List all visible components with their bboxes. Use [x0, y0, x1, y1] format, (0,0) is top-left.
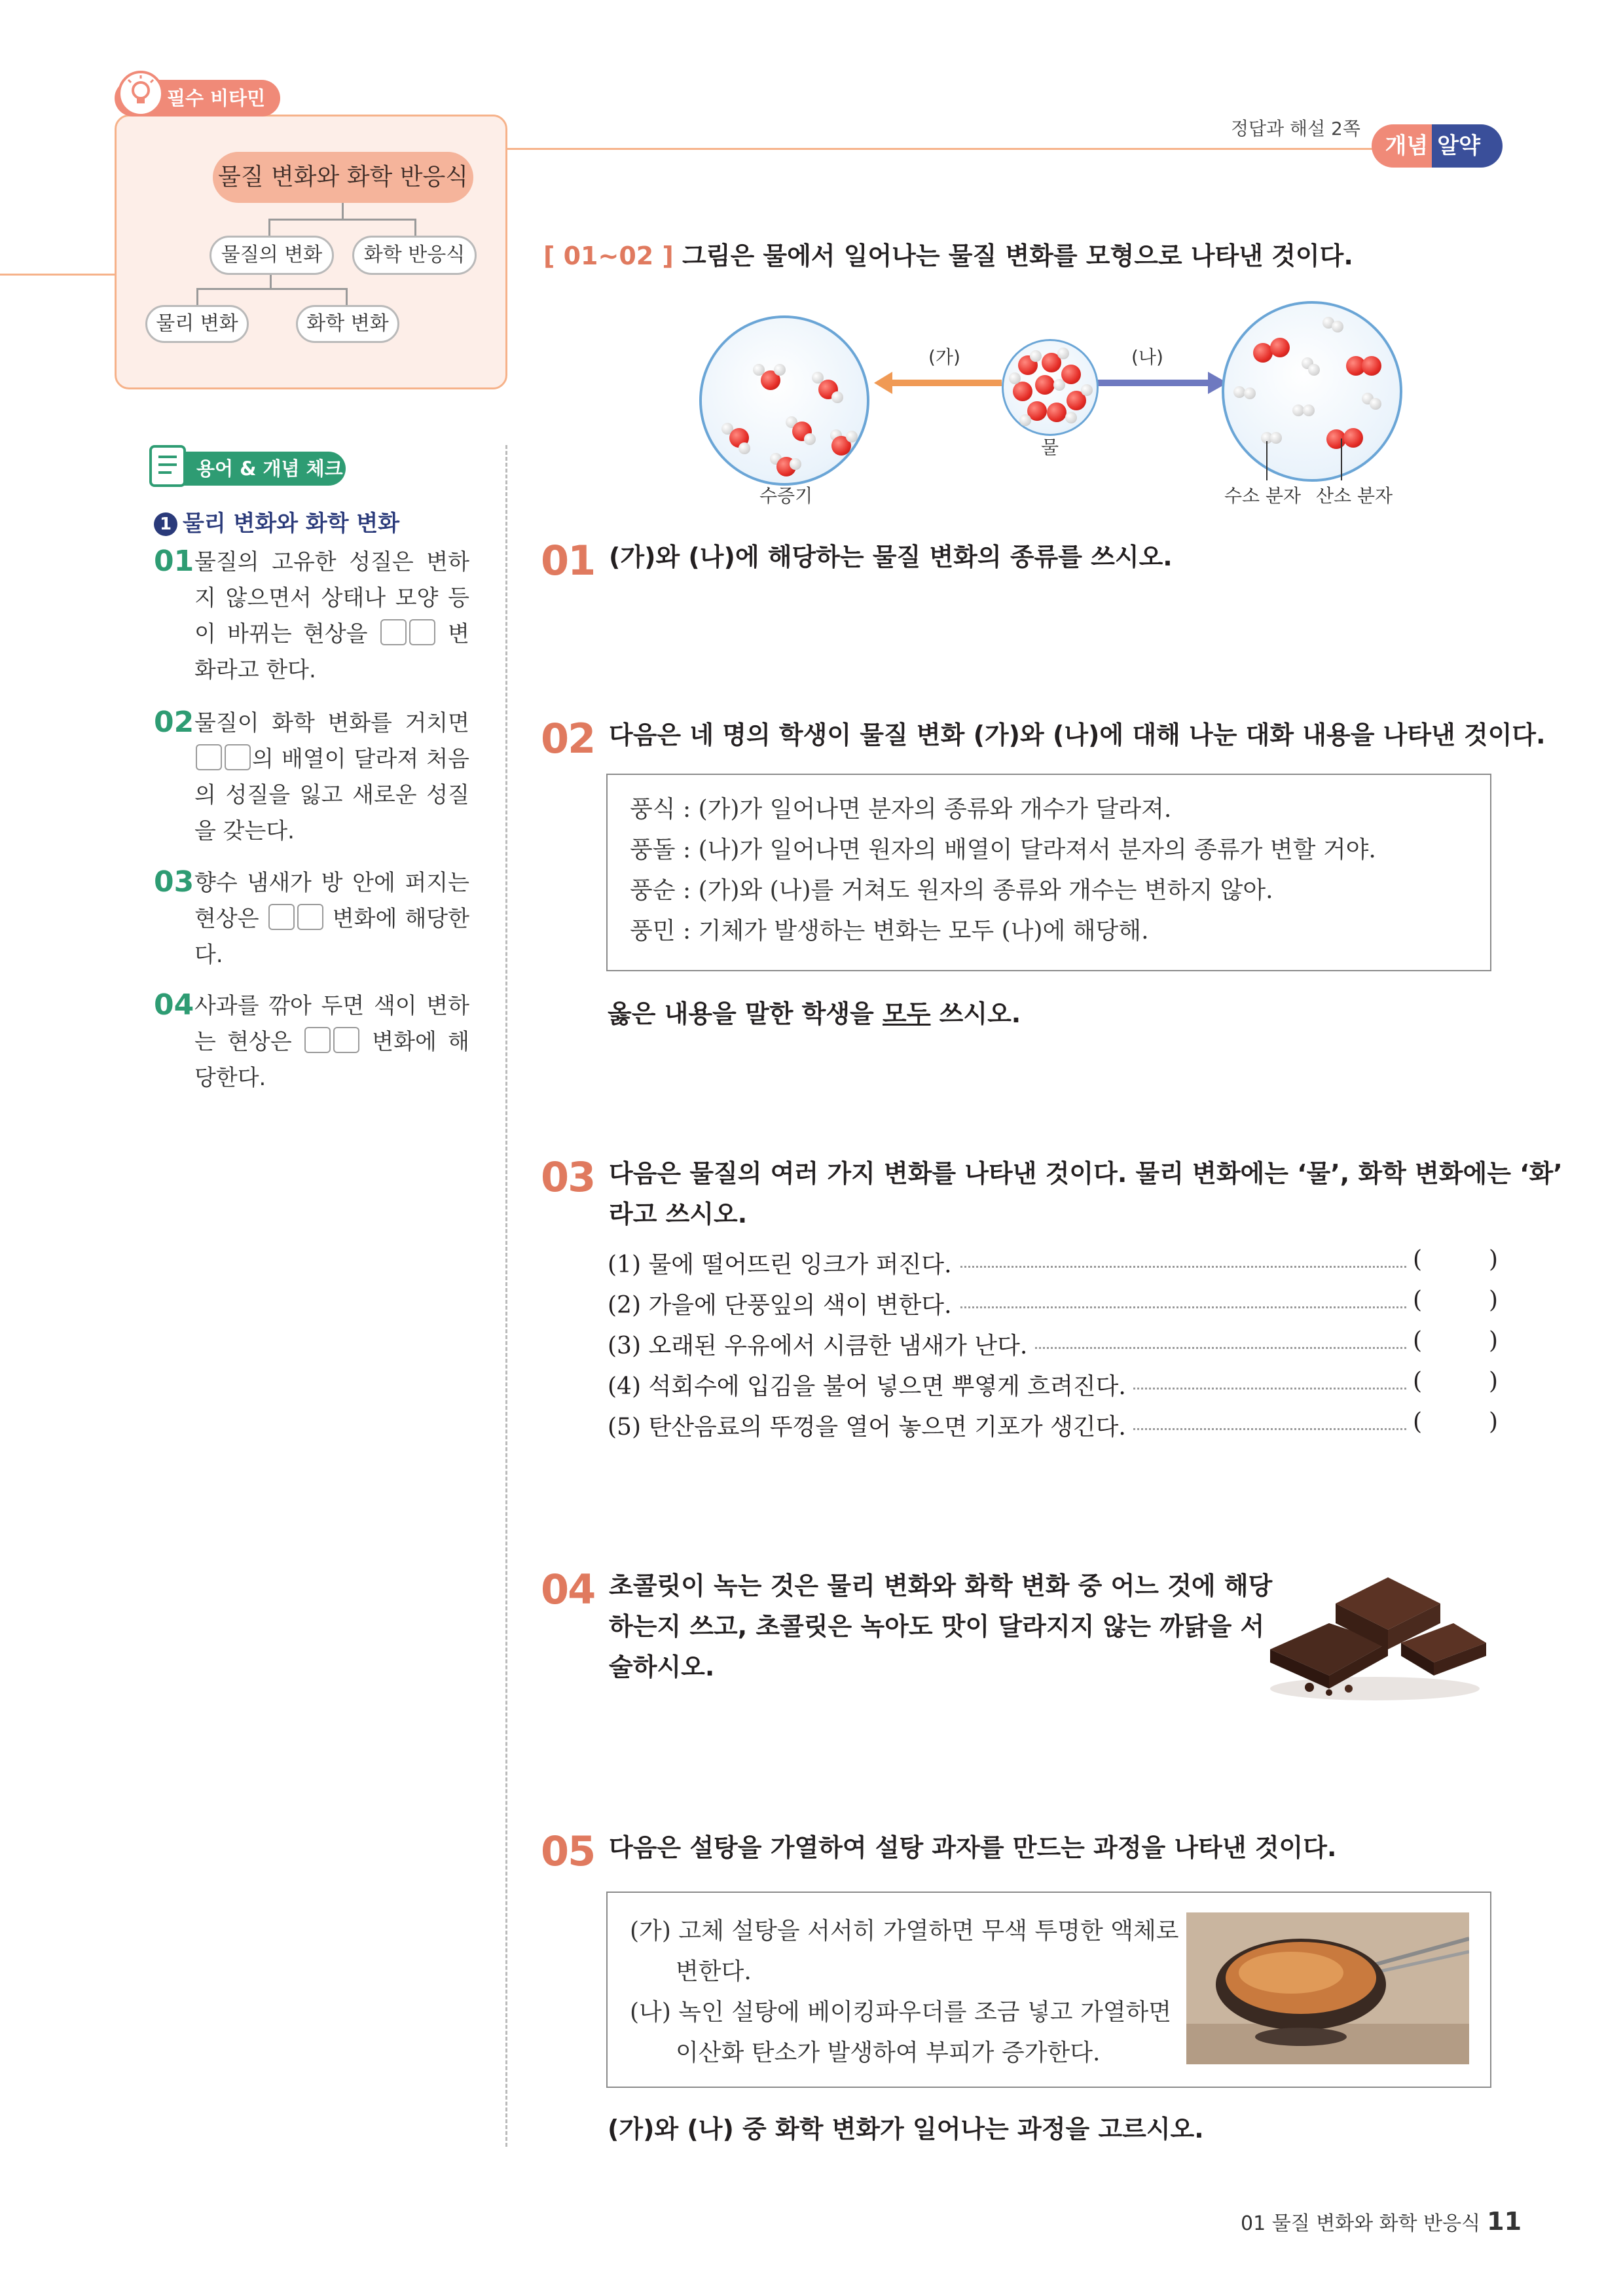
question-text: 라고 쓰시오.	[609, 1200, 748, 1229]
question-text: 다음은 물질의 여러 가지 변화를 나타낸 것이다. 물리 변화에는 ‘물’, 화학 변화에는 ‘화’	[609, 1159, 1563, 1188]
concept-chemical-change: 화학 변화	[296, 305, 399, 343]
water-label: 물	[1041, 437, 1059, 458]
option-row	[608, 1403, 1498, 1444]
sugar-candy-photo	[1186, 1912, 1469, 2064]
header-rule	[507, 148, 1388, 150]
question-number: 03	[541, 1153, 595, 1201]
question-number: 05	[541, 1827, 595, 1875]
question-number: 02	[541, 715, 595, 762]
header-rule-left	[0, 274, 115, 276]
concept-physical-change: 물리 변화	[145, 305, 249, 343]
connector	[342, 203, 344, 220]
answer-blank[interactable]	[333, 1027, 359, 1053]
check-item-number: 01	[154, 545, 194, 578]
dialogue-line: 풍식 : (가)가 일어나면 분자의 종류와 개수가 달라져.	[630, 796, 1172, 823]
check-item-text: 물질의 고유한 성질은 변하지 않으면서 상태나 모양 등이 바뀌는 현상을 변화라고 한다.	[194, 549, 469, 683]
vitamin-tag: 필수 비타민	[115, 80, 280, 117]
check-item-number: 02	[154, 706, 194, 739]
vapor-circle	[699, 315, 869, 486]
option-row	[608, 1363, 1498, 1403]
pointer-line	[1266, 441, 1267, 480]
page-number: 11	[1487, 2207, 1522, 2236]
question-text: (가)와 (나)에 해당하는 물질 변화의 종류를 쓰시오.	[609, 543, 1173, 571]
check-item-text: 물질이 화학 변화를 거치면 의 배열이 달라져 처음의 성질을 잃고 새로운 성질을 갖는다.	[194, 710, 469, 844]
answer-blank[interactable]	[297, 904, 323, 930]
option-text: (2) 가을에 단풍잎의 색이 변한다.	[608, 1287, 958, 1320]
check-item-text: 사과를 깎아 두면 색이 변하는 현상은 변화에 해당한다.	[194, 993, 469, 1091]
answer-blank[interactable]	[268, 904, 295, 930]
question-number: 01	[541, 537, 595, 584]
connector	[196, 288, 198, 306]
option-row	[608, 1322, 1498, 1363]
arrow-right-label: (나)	[1131, 346, 1163, 368]
connector	[270, 275, 272, 289]
answer-blank[interactable]	[409, 619, 435, 645]
dialogue-line: 풍순 : (가)와 (나)를 거쳐도 원자의 종류와 개수는 변하지 않아.	[630, 877, 1273, 904]
section-heading	[154, 505, 399, 537]
connector	[268, 219, 416, 221]
section-title: 물리 변화와 화학 변화	[183, 511, 400, 537]
question-prompt: (가)와 (나) 중 화학 변화가 일어나는 과정을 고르시오.	[608, 2115, 1204, 2144]
answer-paren[interactable]: ( )	[1413, 1408, 1498, 1435]
option-row	[608, 1282, 1498, 1322]
arrow-left-label: (가)	[928, 346, 960, 368]
concept-root: 물질 변화와 화학 반응식	[213, 152, 473, 203]
page-footer	[1241, 2207, 1522, 2236]
option-row	[608, 1241, 1498, 1282]
process-step: (가) 고체 설탕을 서서히 가열하면 무색 투명한 액체로	[630, 1918, 1179, 1945]
answer-blank[interactable]	[304, 1027, 331, 1053]
answer-paren[interactable]: ( )	[1413, 1287, 1498, 1314]
connector	[346, 288, 348, 306]
process-step: 변한다.	[676, 1958, 752, 1985]
question-text: 다음은 설탕을 가열하여 설탕 과자를 만드는 과정을 나타낸 것이다.	[609, 1833, 1337, 1862]
concept-chemical-equation: 화학 반응식	[352, 236, 477, 275]
process-box	[606, 1892, 1491, 2088]
dialogue-box	[606, 774, 1491, 971]
check-item-number: 04	[154, 988, 194, 1022]
check-item-number: 03	[154, 865, 194, 899]
question-text: 술하시오.	[609, 1653, 715, 1681]
dialogue-line: 풍돌 : (나)가 일어나면 원자의 배열이 달라져서 분자의 종류가 변할 거야.	[630, 836, 1376, 863]
dialogue-line: 풍민 : 기체가 발생하는 변화는 모두 (나)에 해당해.	[630, 918, 1149, 944]
hydrogen-label: 수소 분자	[1224, 485, 1302, 507]
concept-physical-change-parent: 물질의 변화	[210, 236, 334, 275]
water-circle	[1002, 339, 1099, 436]
connector	[414, 219, 416, 237]
term-check-tag: 용어 & 개념 체크	[149, 452, 346, 486]
arrow-left-icon	[874, 372, 892, 394]
sidebar-divider	[505, 445, 507, 2147]
question-range-header	[543, 236, 1353, 272]
pointer-line	[1341, 439, 1342, 480]
answer-reference: 정답과 해설 2쪽	[1231, 118, 1360, 139]
option-text: (4) 석회수에 입김을 불어 넣으면 뿌옇게 흐려진다.	[608, 1368, 1133, 1401]
gas-circle	[1222, 301, 1402, 482]
oxygen-label: 산소 분자	[1316, 485, 1393, 507]
connector	[268, 219, 270, 237]
question-range-tag: [ 01~02 ]	[543, 242, 674, 270]
answer-blank[interactable]	[380, 619, 407, 645]
vapor-label: 수증기	[759, 485, 813, 507]
question-text: 초콜릿이 녹는 것은 물리 변화와 화학 변화 중 어느 것에 해당	[609, 1571, 1273, 1600]
section-number: 1	[154, 512, 177, 536]
process-step: (나) 녹인 설탕에 베이킹파우더를 조금 넣고 가열하면	[630, 1999, 1172, 2026]
answer-paren[interactable]: ( )	[1413, 1246, 1498, 1273]
badge-right: 알약	[1432, 124, 1503, 168]
option-text: (3) 오래된 우유에서 시큼한 냄새가 난다.	[608, 1327, 1034, 1361]
check-item-text: 향수 냄새가 방 안에 퍼지는 현상은 변화에 해당한다.	[194, 870, 469, 968]
option-text: (5) 탄산음료의 뚜껑을 열어 놓으면 기포가 생긴다.	[608, 1408, 1133, 1442]
chapter-title: 01 물질 변화와 화학 반응식	[1241, 2212, 1481, 2235]
question-number: 04	[541, 1566, 595, 1613]
lightbulb-icon	[118, 71, 164, 117]
checklist-icon	[149, 445, 186, 487]
option-text: (1) 물에 떨어뜨린 잉크가 퍼진다.	[608, 1246, 958, 1280]
concept-pill-badge	[1372, 124, 1503, 168]
answer-blank[interactable]	[196, 744, 222, 770]
chocolate-image	[1257, 1564, 1493, 1708]
answer-blank[interactable]	[225, 744, 251, 770]
question-text: 다음은 네 명의 학생이 물질 변화 (가)와 (나)에 대해 나눈 대화 내용을 나타낸 것이다.	[609, 721, 1546, 749]
question-range-text: 그림은 물에서 일어나는 물질 변화를 모형으로 나타낸 것이다.	[682, 242, 1353, 270]
question-prompt: 옳은 내용을 말한 학생을 모두 쓰시오.	[608, 999, 1021, 1028]
question-text: 하는지 쓰고, 초콜릿은 녹아도 맛이 달라지지 않는 까닭을 서	[609, 1612, 1265, 1641]
answer-paren[interactable]: ( )	[1413, 1368, 1498, 1395]
process-step: 이산화 탄소가 발생하여 부피가 증가한다.	[676, 2039, 1101, 2066]
connector	[196, 288, 347, 290]
answer-paren[interactable]: ( )	[1413, 1327, 1498, 1354]
badge-left: 개념	[1372, 124, 1432, 168]
